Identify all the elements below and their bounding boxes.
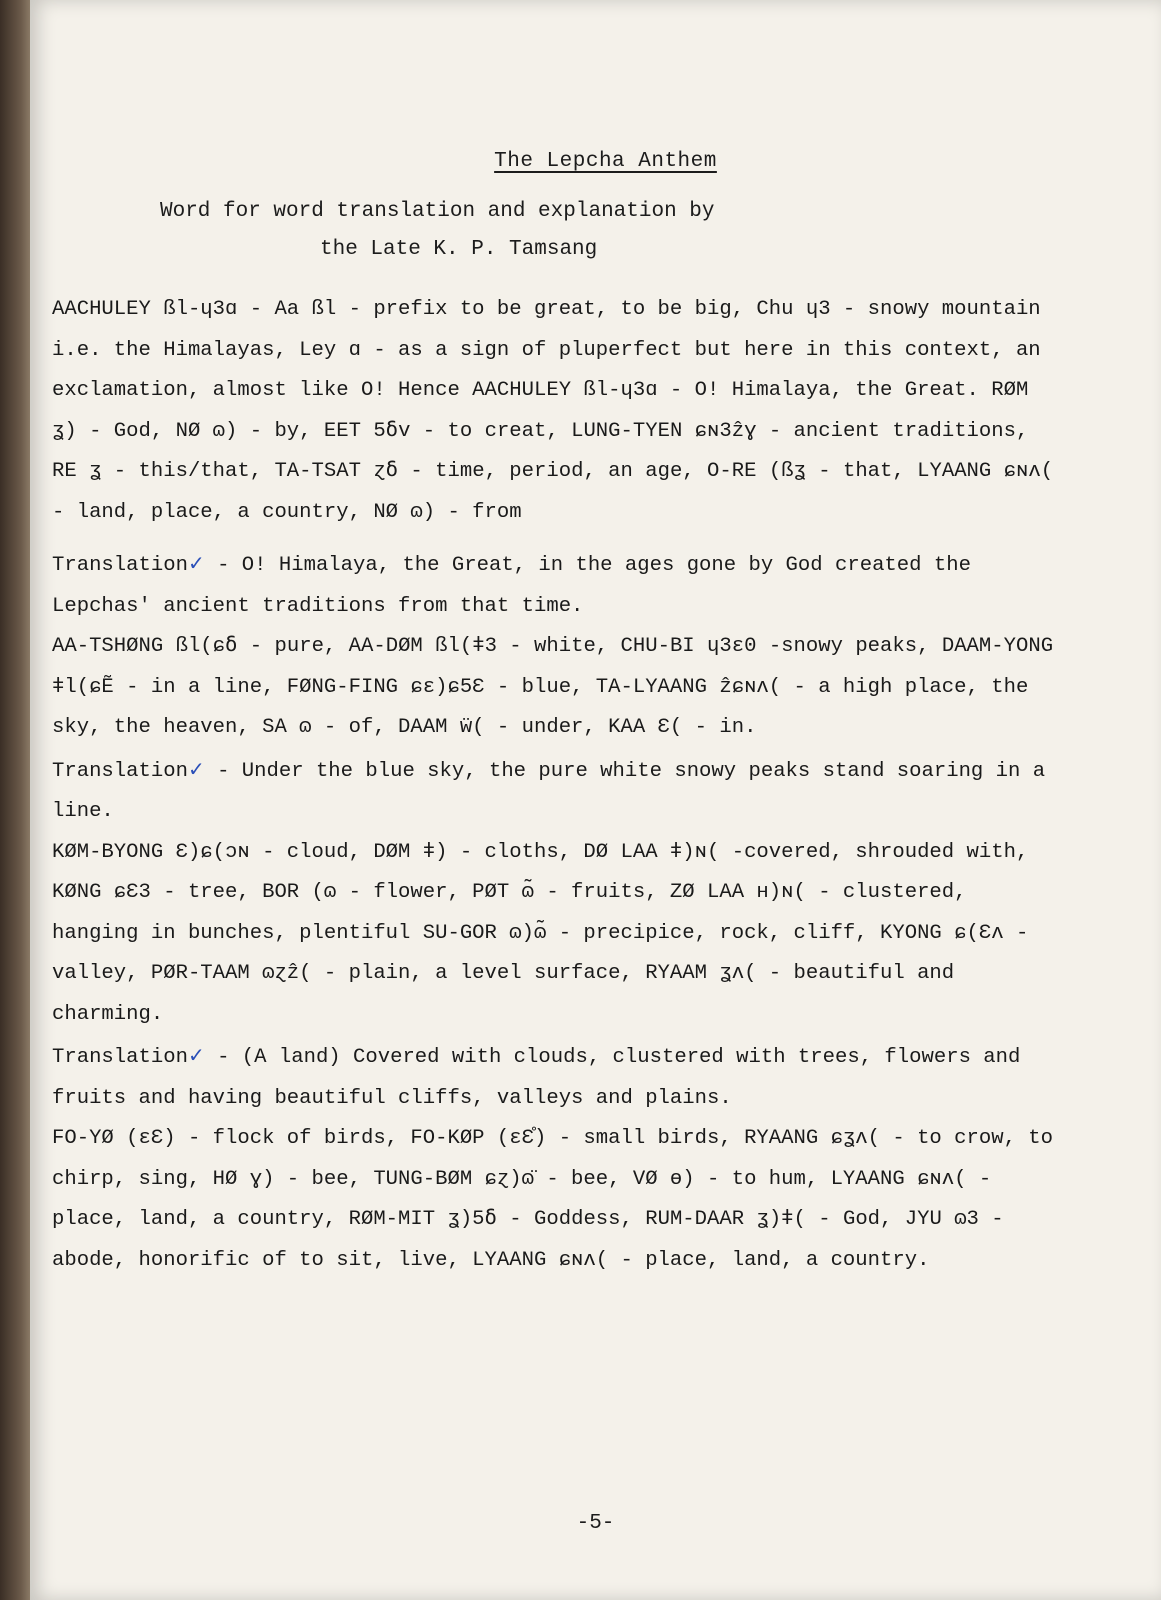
verse4-glossary: FO-YØ (ɛƐ) - flock of birds, FO-KØP (ɛƐ̊) - small birds, RYAANG ɕʓʌ( - to crow, to chirp, sing, HØ ɣ) - bee, TUNG-BØM ɕɀ)ɷ̈ - bee, VØ ɵ) - to hum, LYAANG ɕɴʌ( - place, land, a country, RØM-MIT ʓ)5ẟ - Goddess, RUM-DAAR ʓ)ǂ( - God, JYU ɷ3 - abode, honorific of to sit, live, LYAANG ɕɴʌ( - place, land, a country. bbox=[52, 1127, 1054, 1272]
page-title: The Lepcha Anthem bbox=[494, 150, 717, 173]
checkmark-icon: ✓ bbox=[187, 551, 205, 575]
anthem-body bbox=[52, 290, 1062, 1281]
document-page bbox=[30, 0, 1161, 1600]
subtitle-line-2: the Late K. P. Tamsang bbox=[320, 238, 598, 261]
verse3-translation bbox=[52, 1035, 1062, 1119]
verse1-glossary: AACHULEY ßl-ɥ3ɑ - Aa ßl - prefix to be great, to be big, Chu ɥ3 - snowy mountain i.e. the Himalayas, Ley ɑ - as a sign of pluperfect but here in this context, an exclamation, almost like O! Hence AACHULEY ßl-ɥ3ɑ - O! Himalaya, the Great. RØM ʓ) - God, NØ ɷ) - by, EET 5ẟv - to creat, LUNG-TYEN ɕɴ3ẑɣ - ancient traditions, RE ʓ - this/that, TA-TSAT ɀẟ - time, period, an age, O-RE (ßʓ - that, LYAANG ɕɴʌ( - land, place, a country, NØ ɷ) - from bbox=[52, 298, 1054, 524]
translation-label: Translation bbox=[52, 759, 188, 783]
book-spine bbox=[0, 0, 30, 1600]
verse3-glossary: KØM-BYONG Ɛ)ɕ(ɔɴ - cloud, DØM ǂ) - cloths, DØ LAA ǂ)ɴ( -covered, shrouded with, KØNG ɕƐ3 - tree, BOR (ɷ - flower, PØT ɷ̃ - fruits, ZØ LAA ʜ)ɴ( - clustered, hanging in bunches, plentiful SU-GOR ɷ)ɷ̃ - precipice, rock, cliff, KYONG ɕ(Ɛʌ - valley, PØR-TAAM ɷɀẑ( - plain, a level surface, RYAAM ʓʌ( - beautiful and charming. bbox=[52, 840, 1029, 1026]
subtitle-line-1: Word for word translation and explanation by bbox=[160, 200, 715, 223]
checkmark-icon: ✓ bbox=[187, 756, 205, 781]
verse2-translation bbox=[52, 749, 1062, 833]
translation-label: Translation bbox=[52, 554, 188, 577]
verse2-glossary: AA-TSHØNG ßl(ɕẟ - pure, AA-DØM ßl(ǂ3 - white, CHU-BI ɥ3ɛ0 -snowy peaks, DAAM-YONG ǂl(ɕẼ - in a line, FØNG-FING ɕɛ)ɕ5Ɛ - blue, TA-LYAANG ẑɕɴʌ( - a high place, the sky, the heaven, SA ɷ - of, DAAM ẅ( - under, KAA Ɛ( - in. bbox=[52, 635, 1054, 739]
verse1-translation bbox=[52, 543, 1062, 627]
page-number: -5- bbox=[576, 1512, 615, 1535]
translation-text: - (A land) Covered with clouds, clustered with trees, flowers and fruits and having beautiful cliffs, valleys and plains. bbox=[52, 1046, 1021, 1110]
translation-label: Translation bbox=[52, 1046, 188, 1069]
translation-text: - O! Himalaya, the Great, in the ages gone by God created the Lepchas' ancient traditions from that time. bbox=[52, 554, 971, 618]
checkmark-icon: ✓ bbox=[187, 1043, 205, 1067]
translation-text: - Under the blue sky, the pure white snowy peaks stand soaring in a line. bbox=[52, 759, 1046, 823]
